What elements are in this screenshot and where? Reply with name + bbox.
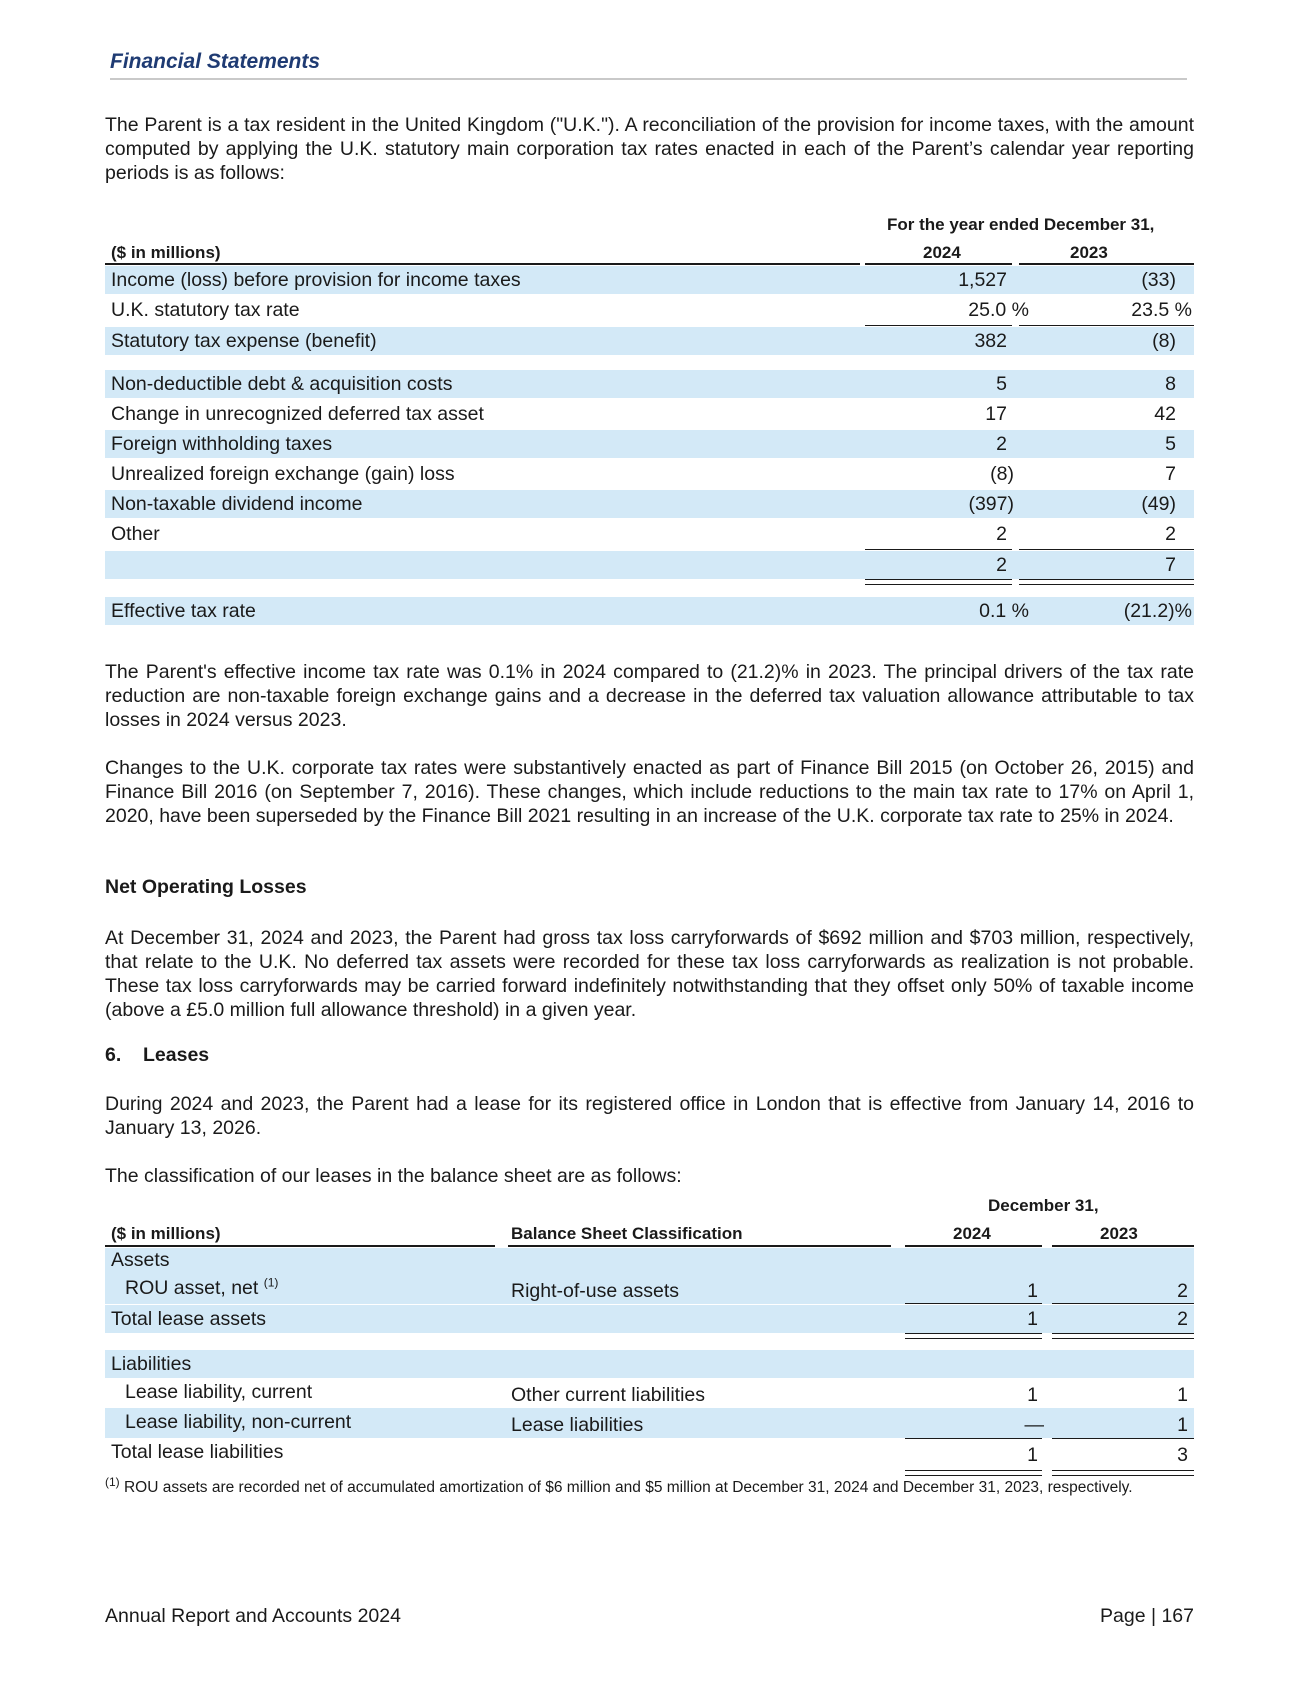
value-2023: 2 [1165, 523, 1176, 545]
assets-total-rule-2023 [1052, 1303, 1194, 1304]
value-2023: 2 [1177, 1280, 1188, 1302]
table-row [105, 400, 1194, 428]
leases-heading-text: Leases [143, 1044, 210, 1066]
value-2024: 25.0 % [968, 299, 1029, 321]
value-2024: 17 [985, 403, 1007, 425]
value-2023: (49) [1141, 493, 1176, 515]
lease-header-rule [105, 1245, 495, 1247]
table-row [105, 430, 1194, 458]
effective-rate-paragraph: The Parent's effective income tax rate was 0.1% in 2024 compared to (21.2)% in 2023. The principal drivers of the tax rate reduction are non-taxable foreign exchange gains and a decrease in the deferred tax valuation allowance attributable to tax losses in 2024 versus 2023. [105, 661, 1194, 731]
value-2024: — [1024, 1414, 1044, 1436]
table-row [105, 1274, 1194, 1304]
value-2024: 2 [996, 433, 1007, 455]
value-2023: 7 [1165, 554, 1176, 576]
lease-col-2024: 2024 [953, 1224, 991, 1243]
rou-label-text: ROU asset, net [125, 1277, 259, 1299]
value-2023: 42 [1154, 403, 1176, 425]
table-row [105, 1408, 1194, 1438]
table-row [105, 597, 1194, 625]
leases-paragraph: During 2024 and 2023, the Parent had a lease for its registered office in London that is effective from January 14, 2016 to January 13, 2026. [105, 1093, 1194, 1139]
rou-label [125, 1277, 278, 1300]
value-2023: 3 [1177, 1444, 1188, 1466]
tax-header-rule [105, 263, 860, 265]
value-2024: 1 [1027, 1444, 1038, 1466]
rou-footnote-ref: (1) [263, 1275, 279, 1290]
intro-paragraph: The Parent is a tax resident in the United Kingdom ("U.K."). A reconciliation of the provision for income taxes, with the amount computed by applying the U.K. statutory main corporation tax rates enacted in each of the Parent’s calendar year reporting periods is as follows: [105, 114, 1194, 184]
value-2023: 7 [1165, 463, 1176, 485]
row-label: Foreign withholding taxes [111, 433, 333, 455]
row-label: U.K. statutory tax rate [111, 299, 300, 321]
nol-heading: Net Operating Losses [105, 876, 307, 898]
value-2024: 1 [1027, 1308, 1038, 1330]
footnote-text: ROU assets are recorded net of accumulated amortization of $6 million and $5 million at December 31, 2024 and December 31, 2023, respectively. [119, 1479, 1133, 1496]
value-2024: 1 [1027, 1384, 1038, 1406]
assets-double-rule-2023 [1052, 1333, 1194, 1339]
table-row [105, 1350, 1194, 1378]
liabilities-section-label: Liabilities [111, 1353, 192, 1375]
double-rule-2023 [1019, 579, 1194, 585]
total-rule-2023 [1019, 549, 1194, 550]
footer-left: Annual Report and Accounts 2024 [105, 1605, 401, 1627]
value-2024: 1,527 [958, 269, 1007, 291]
lease-classification-header: Balance Sheet Classification [511, 1224, 743, 1243]
value-2023: (33) [1141, 269, 1176, 291]
tax-col-2023: 2023 [1070, 243, 1108, 262]
value-2024: 2 [996, 523, 1007, 545]
footnote-ref: (1) [105, 1474, 120, 1489]
subtotal-rule-2024 [865, 325, 1012, 326]
table-row [105, 520, 1194, 548]
table-row [105, 296, 1194, 324]
value-2023: 23.5 % [1131, 299, 1192, 321]
table-row [105, 370, 1194, 398]
double-rule-2024 [865, 579, 1012, 585]
nol-paragraph: At December 31, 2024 and 2023, the Parent had gross tax loss carryforwards of $692 million and $703 million, respectively, that relate to the U.K. No deferred tax assets were recorded for these tax loss carryforwards as realization is not probable. These tax loss carryforwards may be carried forward indefinitely notwithstanding that they offset only 50% of taxable income (above a £5.0 million full allowance threshold) in a given year. [105, 927, 1194, 1021]
table-row [105, 460, 1194, 488]
lease-period-header: December 31, [988, 1196, 1099, 1215]
subtotal-rule-2023 [1019, 325, 1194, 326]
row-label: Income (loss) before provision for income taxes [111, 269, 521, 291]
table-row [105, 266, 1194, 294]
value-2024: 382 [974, 330, 1007, 352]
leases-heading [105, 1044, 209, 1067]
lease-header-rule-2024 [905, 1245, 1042, 1247]
lease-col-2023: 2023 [1100, 1224, 1138, 1243]
value-2023: 5 [1165, 433, 1176, 455]
tax-header-rule-2023 [1019, 263, 1194, 265]
table-row [105, 1378, 1194, 1408]
row-label: Change in unrecognized deferred tax asset [111, 403, 484, 425]
liab-double-rule-2023 [1052, 1470, 1194, 1476]
tax-col-2024: 2024 [923, 243, 961, 262]
table-row [105, 327, 1194, 355]
assets-double-rule-2024 [905, 1333, 1042, 1339]
table-row [105, 551, 1194, 579]
value-2023: 1 [1177, 1414, 1188, 1436]
value-2024: (397) [968, 493, 1014, 515]
header-title: Financial Statements [110, 50, 321, 73]
leases-heading-number: 6. [105, 1044, 122, 1066]
noncurrent-label: Lease liability, non-current [125, 1411, 352, 1433]
footer-page-number: Page | 167 [1100, 1605, 1194, 1627]
liab-double-rule-2024 [905, 1470, 1042, 1476]
lease-footnote [105, 1474, 1194, 1498]
value-2024: 2 [996, 554, 1007, 576]
total-assets-label: Total lease assets [111, 1308, 267, 1330]
assets-section-label: Assets [111, 1249, 170, 1271]
row-label: Non-taxable dividend income [111, 493, 363, 515]
value-2023: (21.2)% [1123, 600, 1192, 622]
lease-header-rule-2023 [1052, 1245, 1194, 1247]
value-2024: 1 [1027, 1280, 1038, 1302]
tax-header-rule-2024 [865, 263, 1012, 265]
value-2023: (8) [1152, 330, 1176, 352]
row-label: Effective tax rate [111, 600, 256, 622]
rate-changes-paragraph: Changes to the U.K. corporate tax rates were substantively enacted as part of Finance Bill 2015 (on October 26, 2015) and Finance Bill 2016 (on September 7, 2016). These changes, which include reductions to the main tax rate to 17% on April 1, 2020, have been superseded by the Finance Bill 2021 resulting in an increase of the U.K. corporate tax rate to 25% in 2024. [105, 757, 1194, 827]
page-header [110, 48, 1187, 80]
value-2023: 8 [1165, 373, 1176, 395]
table-row [105, 1305, 1194, 1333]
value-2023: 2 [1177, 1308, 1188, 1330]
table-row [105, 1248, 1194, 1274]
row-label: Statutory tax expense (benefit) [111, 330, 377, 352]
value-2024: 0.1 % [979, 600, 1029, 622]
current-classification: Other current liabilities [511, 1384, 705, 1406]
tax-unit-label: ($ in millions) [111, 243, 221, 262]
table-row [105, 1438, 1194, 1466]
rou-classification: Right-of-use assets [511, 1280, 679, 1302]
total-liabilities-label: Total lease liabilities [111, 1441, 284, 1463]
lease-header-rule-class [508, 1245, 891, 1247]
classification-paragraph: The classification of our leases in the balance sheet are as follows: [105, 1165, 682, 1187]
row-label: Unrealized foreign exchange (gain) loss [111, 463, 455, 485]
assets-total-rule-2024 [905, 1303, 1042, 1304]
value-2024: 5 [996, 373, 1007, 395]
lease-unit-label: ($ in millions) [111, 1224, 221, 1243]
value-2023: 1 [1177, 1384, 1188, 1406]
value-2024: (8) [990, 463, 1014, 485]
table-row [105, 490, 1194, 518]
total-rule-2024 [865, 549, 1012, 550]
row-label: Non-deductible debt & acquisition costs [111, 373, 453, 395]
current-label: Lease liability, current [125, 1381, 313, 1403]
noncurrent-classification: Lease liabilities [511, 1414, 644, 1436]
row-label: Other [111, 523, 160, 545]
tax-period-header: For the year ended December 31, [887, 215, 1155, 234]
